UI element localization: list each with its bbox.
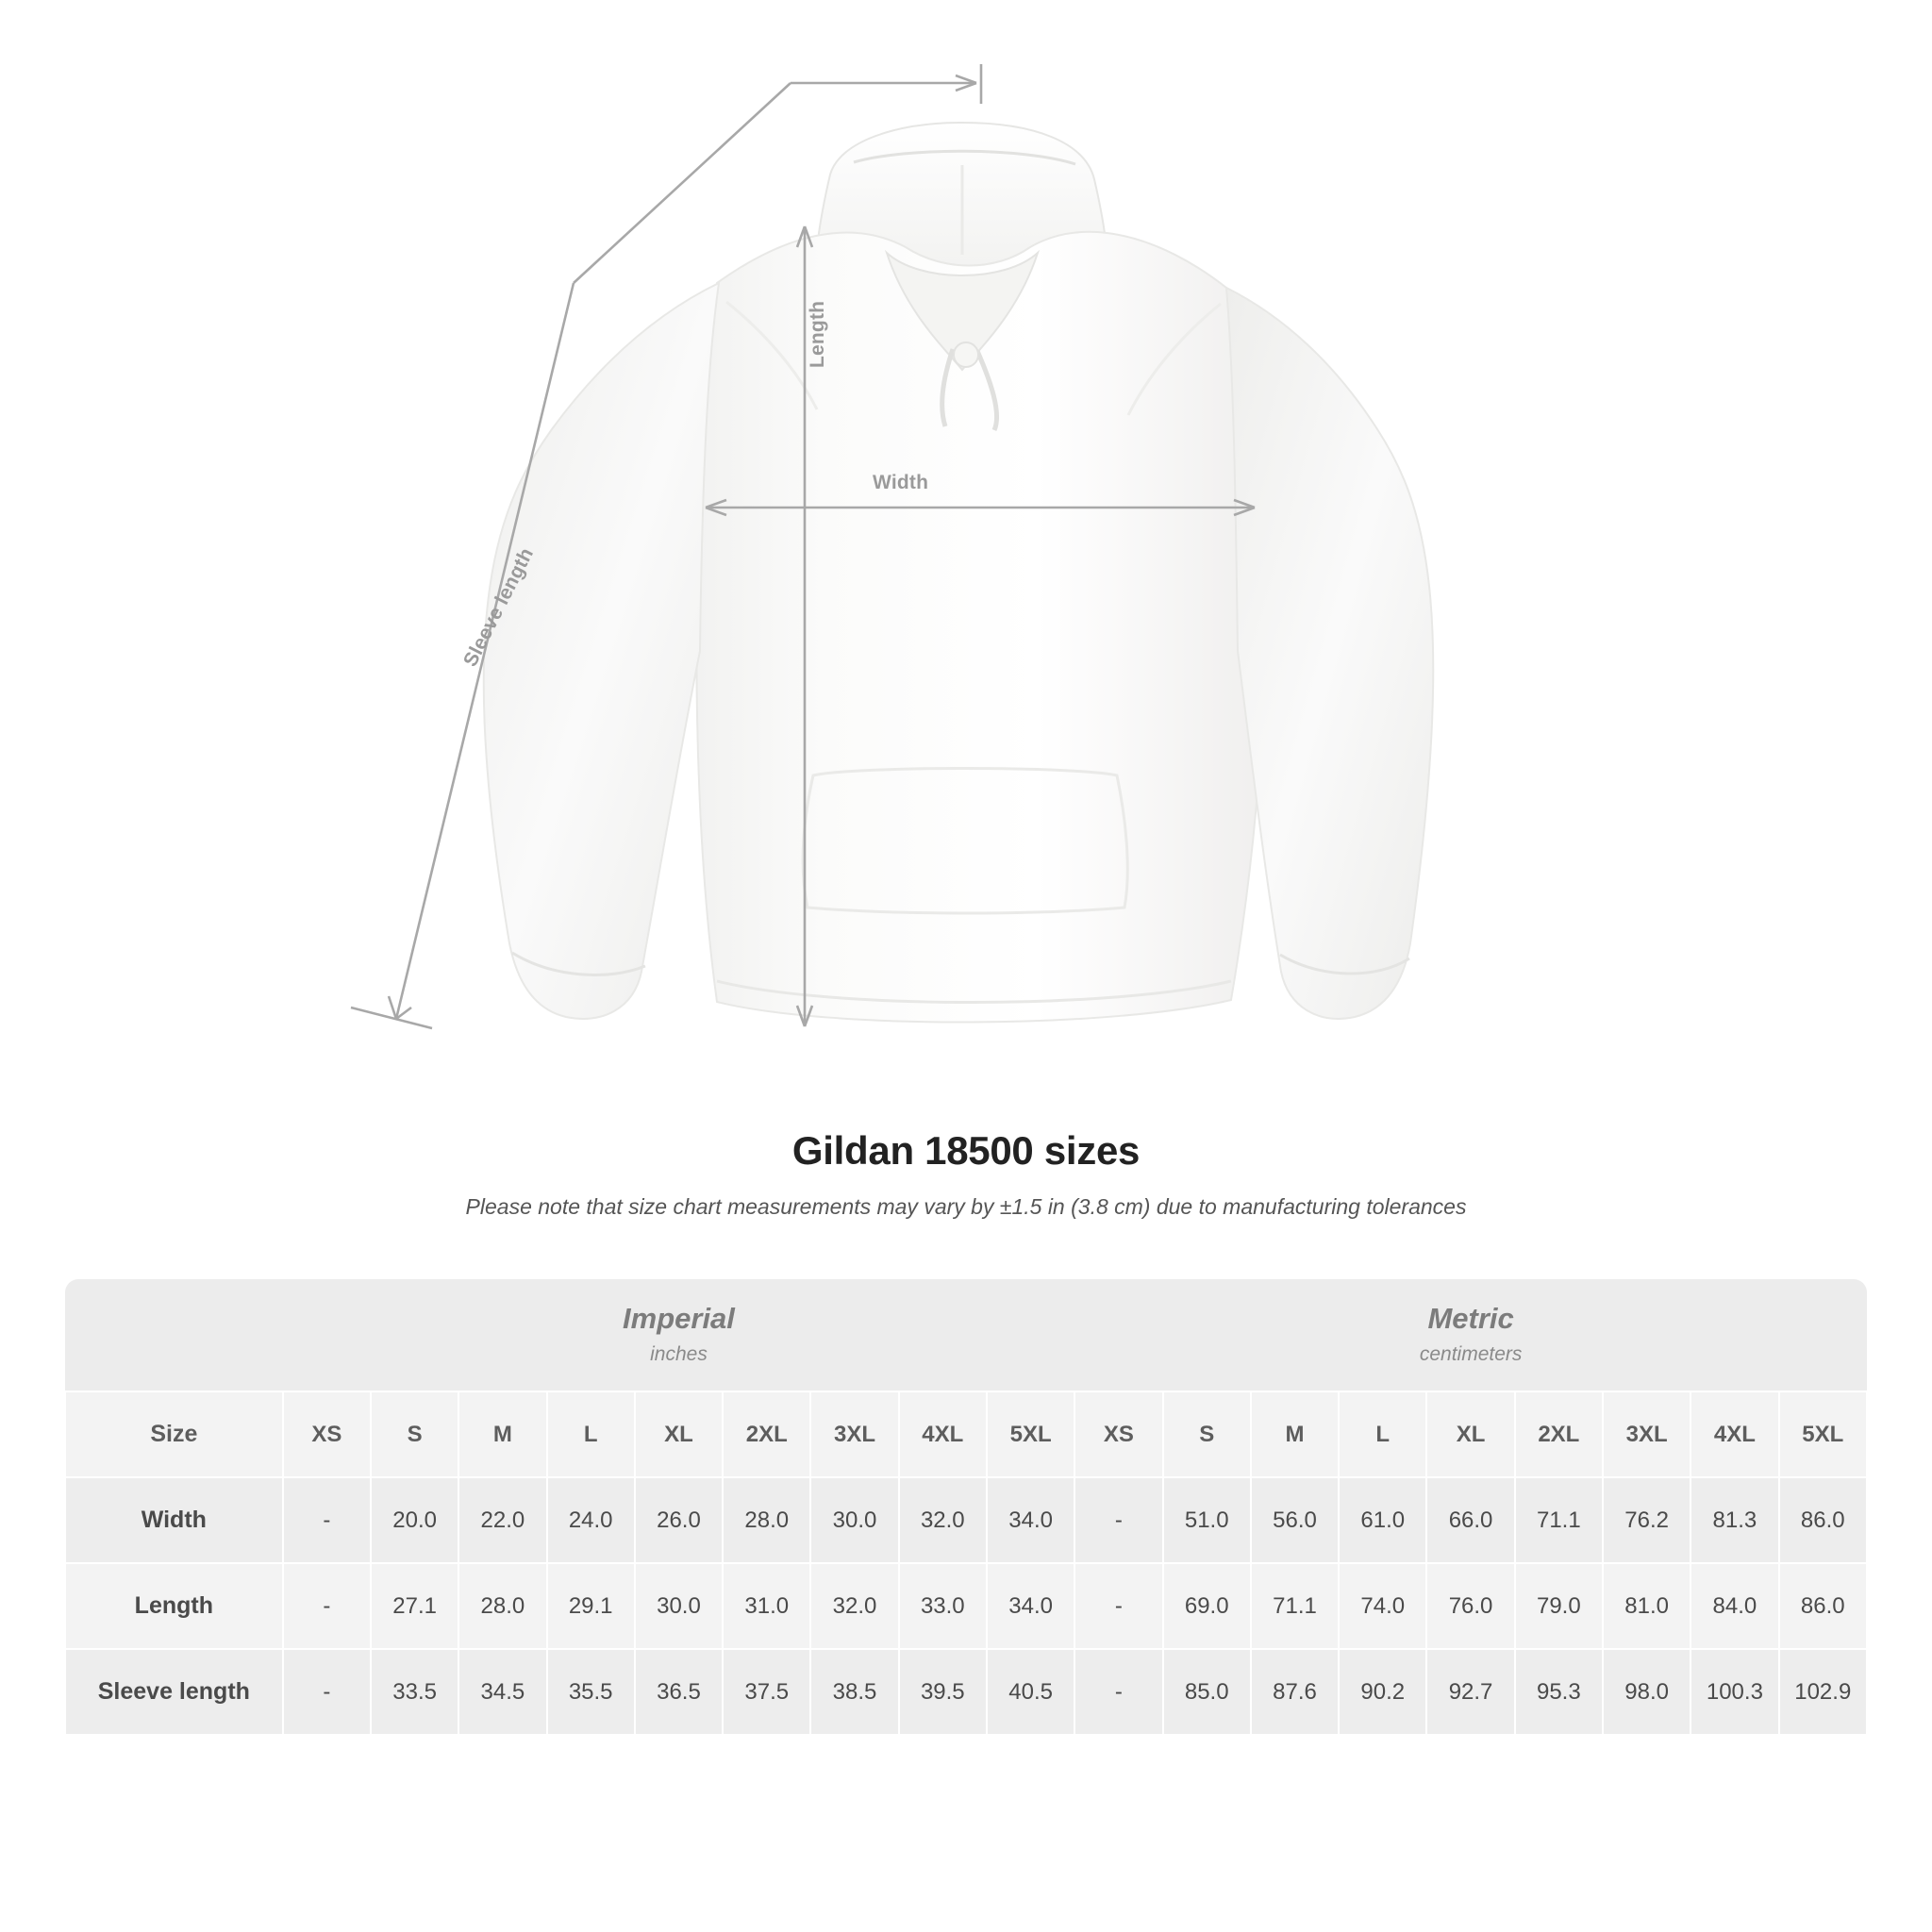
cell-sleeve-metric-m: 87.6 <box>1251 1649 1339 1735</box>
cell-width-metric-l: 61.0 <box>1339 1477 1426 1563</box>
col-header-imperial-l: L <box>547 1391 635 1477</box>
sleeve-length-label: Sleeve length <box>459 544 539 671</box>
cell-width-metric-2xl: 71.1 <box>1515 1477 1603 1563</box>
cell-length-imperial-5xl: 34.0 <box>987 1563 1074 1649</box>
cell-width-metric-5xl: 86.0 <box>1779 1477 1867 1563</box>
col-header-imperial-s: S <box>371 1391 458 1477</box>
col-header-metric-xs: XS <box>1074 1391 1162 1477</box>
cell-length-metric-4xl: 84.0 <box>1690 1563 1778 1649</box>
cell-sleeve-metric-3xl: 98.0 <box>1603 1649 1690 1735</box>
cell-length-imperial-4xl: 33.0 <box>899 1563 987 1649</box>
cell-width-metric-xs: - <box>1074 1477 1162 1563</box>
right-sleeve <box>1226 288 1433 1019</box>
cell-width-imperial-xl: 26.0 <box>635 1477 723 1563</box>
cell-sleeve-imperial-l: 35.5 <box>547 1649 635 1735</box>
cell-length-imperial-3xl: 32.0 <box>810 1563 898 1649</box>
cell-sleeve-imperial-s: 33.5 <box>371 1649 458 1735</box>
col-header-imperial-5xl: 5XL <box>987 1391 1074 1477</box>
cell-sleeve-imperial-xs: - <box>283 1649 371 1735</box>
cell-length-metric-5xl: 86.0 <box>1779 1563 1867 1649</box>
size-table-wrap <box>64 1279 1868 1736</box>
cell-width-imperial-5xl: 34.0 <box>987 1477 1074 1563</box>
width-label: Width <box>873 472 929 493</box>
col-header-metric-l: L <box>1339 1391 1426 1477</box>
size-header-label: Size <box>65 1391 283 1477</box>
drawstring-knot <box>954 342 978 367</box>
cell-sleeve-metric-xs: - <box>1074 1649 1162 1735</box>
cell-sleeve-imperial-5xl: 40.5 <box>987 1649 1074 1735</box>
cell-width-metric-m: 56.0 <box>1251 1477 1339 1563</box>
imperial-unit-sub: inches <box>650 1343 708 1365</box>
col-header-imperial-xl: XL <box>635 1391 723 1477</box>
col-header-imperial-2xl: 2XL <box>723 1391 810 1477</box>
unit-spacer-cell <box>65 1279 283 1391</box>
col-header-metric-s: S <box>1163 1391 1251 1477</box>
cell-width-metric-s: 51.0 <box>1163 1477 1251 1563</box>
cell-sleeve-metric-2xl: 95.3 <box>1515 1649 1603 1735</box>
cell-sleeve-imperial-3xl: 38.5 <box>810 1649 898 1735</box>
hoodie-body <box>696 232 1264 1023</box>
col-header-metric-5xl: 5XL <box>1779 1391 1867 1477</box>
col-header-metric-m: M <box>1251 1391 1339 1477</box>
cell-length-imperial-xl: 30.0 <box>635 1563 723 1649</box>
imperial-unit-cell <box>283 1279 1075 1391</box>
cell-width-imperial-s: 20.0 <box>371 1477 458 1563</box>
col-header-metric-2xl: 2XL <box>1515 1391 1603 1477</box>
cell-sleeve-metric-xl: 92.7 <box>1426 1649 1514 1735</box>
col-header-metric-4xl: 4XL <box>1690 1391 1778 1477</box>
cell-width-metric-3xl: 76.2 <box>1603 1477 1690 1563</box>
cell-length-imperial-xs: - <box>283 1563 371 1649</box>
cell-length-metric-xl: 76.0 <box>1426 1563 1514 1649</box>
cell-length-metric-m: 71.1 <box>1251 1563 1339 1649</box>
cell-width-imperial-2xl: 28.0 <box>723 1477 810 1563</box>
cell-sleeve-metric-4xl: 100.3 <box>1690 1649 1778 1735</box>
col-header-imperial-m: M <box>458 1391 546 1477</box>
left-sleeve <box>484 283 719 1019</box>
col-header-metric-xl: XL <box>1426 1391 1514 1477</box>
cell-width-imperial-m: 22.0 <box>458 1477 546 1563</box>
cell-sleeve-metric-s: 85.0 <box>1163 1649 1251 1735</box>
cell-length-metric-l: 74.0 <box>1339 1563 1426 1649</box>
cell-sleeve-imperial-m: 34.5 <box>458 1649 546 1735</box>
title-block <box>0 1128 1932 1220</box>
cell-sleeve-imperial-xl: 36.5 <box>635 1649 723 1735</box>
cell-length-imperial-2xl: 31.0 <box>723 1563 810 1649</box>
page-title: Gildan 18500 sizes <box>791 1128 1141 1173</box>
cell-length-imperial-m: 28.0 <box>458 1563 546 1649</box>
cell-length-metric-2xl: 79.0 <box>1515 1563 1603 1649</box>
cell-length-metric-s: 69.0 <box>1163 1563 1251 1649</box>
table-row-length <box>65 1563 1867 1649</box>
cell-sleeve-metric-5xl: 102.9 <box>1779 1649 1867 1735</box>
cell-width-metric-4xl: 81.3 <box>1690 1477 1778 1563</box>
cell-length-imperial-l: 29.1 <box>547 1563 635 1649</box>
cell-length-metric-xs: - <box>1074 1563 1162 1649</box>
table-row-width <box>65 1477 1867 1563</box>
row-label-length: Length <box>65 1563 283 1649</box>
cell-width-imperial-l: 24.0 <box>547 1477 635 1563</box>
cell-width-imperial-3xl: 30.0 <box>810 1477 898 1563</box>
size-header-row <box>65 1391 1867 1477</box>
cell-width-metric-xl: 66.0 <box>1426 1477 1514 1563</box>
cell-sleeve-imperial-2xl: 37.5 <box>723 1649 810 1735</box>
row-label-sleeve-length: Sleeve length <box>65 1649 283 1735</box>
table-row-sleeve-length <box>65 1649 1867 1735</box>
cell-length-metric-3xl: 81.0 <box>1603 1563 1690 1649</box>
metric-unit-name: Metric <box>1427 1302 1514 1335</box>
unit-header-row <box>65 1279 1867 1391</box>
col-header-imperial-xs: XS <box>283 1391 371 1477</box>
tolerance-note: Please note that size chart measurements may vary by ±1.5 in (3.8 cm) due to manufacturing tolerances <box>465 1194 1467 1219</box>
cell-sleeve-metric-l: 90.2 <box>1339 1649 1426 1735</box>
cell-width-imperial-xs: - <box>283 1477 371 1563</box>
col-header-imperial-3xl: 3XL <box>810 1391 898 1477</box>
col-header-metric-3xl: 3XL <box>1603 1391 1690 1477</box>
length-label: Length <box>807 300 828 368</box>
imperial-unit-name: Imperial <box>623 1302 735 1335</box>
cell-sleeve-imperial-4xl: 39.5 <box>899 1649 987 1735</box>
metric-unit-sub: centimeters <box>1419 1343 1523 1365</box>
cell-width-imperial-4xl: 32.0 <box>899 1477 987 1563</box>
size-table <box>64 1279 1868 1736</box>
cell-length-imperial-s: 27.1 <box>371 1563 458 1649</box>
col-header-imperial-4xl: 4XL <box>899 1391 987 1477</box>
row-label-width: Width <box>65 1477 283 1563</box>
metric-unit-cell <box>1074 1279 1867 1391</box>
